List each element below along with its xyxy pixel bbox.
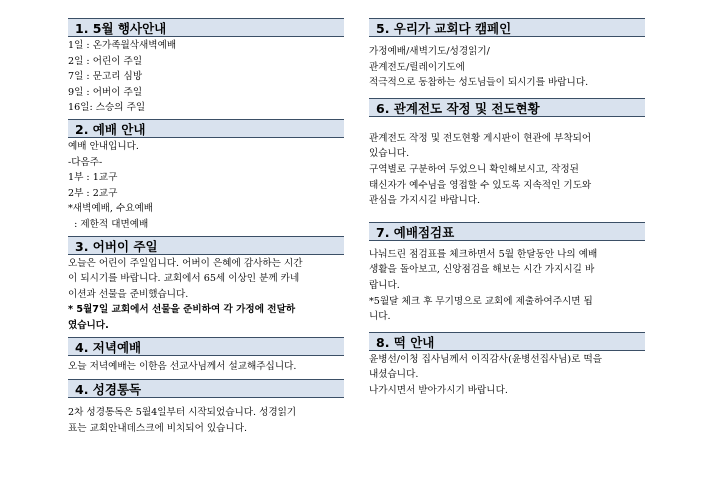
right-column <box>369 18 645 409</box>
text-line: 관계전도 작정 및 전도현황 게시판이 현관에 부착되어 <box>369 132 592 144</box>
text-line: 구역별로 구분하여 두었으니 확인해보시고, 작정된 <box>369 163 579 175</box>
text-line: 2일 : 어린이 주일 <box>68 55 143 67</box>
bold-notice-line: 였습니다. <box>68 319 109 331</box>
text-line: 이 되시기를 바랍니다. 교회에서 65세 이상인 분께 카네 <box>68 273 300 285</box>
text-line: 생활을 돌아보고, 신앙점검을 해보는 시간 가지시길 바 <box>369 264 595 276</box>
text-line: 7일 : 문고리 심방 <box>68 71 143 83</box>
text-line: 오늘은 어린이 주일입니다. 어버이 은혜에 감사하는 시간 <box>68 257 303 269</box>
text-line: 태신자가 예수님을 영접할 수 있도록 지속적인 기도와 <box>369 179 592 191</box>
section-evening-worship <box>68 337 344 378</box>
section-body <box>68 356 344 378</box>
section-title: 3. 어버이 주일 <box>68 236 344 255</box>
section-parents-day <box>68 236 344 335</box>
text-line: 관심을 가지시길 바랍니다. <box>369 195 481 207</box>
text-line: 이션과 선물을 준비했습니다. <box>68 288 189 300</box>
text-line: 2차 성경통독은 5월4일부터 시작되었습니다. 성경읽기 <box>68 407 297 419</box>
text-line: -다음주- <box>68 156 103 168</box>
text-line: 나가시면서 받아가시기 바랍니다. <box>369 384 508 396</box>
text-line: 1일 : 온가족월삭새벽예배 <box>68 40 177 51</box>
section-title: 4. 성경통독 <box>68 379 344 398</box>
text-line: : 제한적 대면예배 <box>68 218 149 230</box>
text-line: 나눠드린 점검표를 체크하면서 5월 한달동안 나의 예배 <box>369 248 598 260</box>
section-body <box>68 138 344 234</box>
text-line: 관계전도/릴레이기도에 <box>369 61 465 73</box>
text-line: *새벽예배, 수요예배 <box>68 203 154 215</box>
section-title: 5. 우리가 교회다 캠페인 <box>369 18 645 37</box>
text-line: 오늘 저녁예배는 이한음 선교사님께서 설교해주십니다. <box>68 360 297 372</box>
section-campaign <box>369 18 645 96</box>
section-title: 1. 5월 행사안내 <box>68 18 344 37</box>
bold-notice-line: * 5월7일 교회에서 선물을 준비하여 각 가정에 전달하 <box>68 304 296 316</box>
text-line: 9일 : 어버이 주일 <box>68 86 143 98</box>
section-title: 2. 예배 안내 <box>68 119 344 138</box>
section-body <box>68 398 344 437</box>
section-events <box>68 18 344 117</box>
text-line: 표는 교회안내데스크에 비치되어 있습니다. <box>68 422 248 434</box>
section-body <box>369 37 645 96</box>
section-body <box>369 117 645 220</box>
section-body <box>369 351 645 407</box>
section-body <box>68 37 344 117</box>
section-title: 4. 저녁예배 <box>68 337 344 356</box>
text-line: 윤병선/이청 집사님께서 이직감사(윤병선집사님)로 떡을 <box>369 353 603 365</box>
text-line: *5월달 체크 후 무기명으로 교회에 제출하여주시면 됩 <box>369 295 593 307</box>
text-line: 내셨습니다. <box>369 369 419 381</box>
text-line: 16일: 스승의 주일 <box>68 102 146 114</box>
section-rice-cake <box>369 332 645 407</box>
text-line: 가정예배/새벽기도/성경읽기/ <box>369 46 490 57</box>
section-evangelism <box>369 98 645 220</box>
text-line: 니다. <box>369 311 391 323</box>
section-bible-reading <box>68 379 344 437</box>
section-title: 6. 관계전도 작정 및 전도현황 <box>369 98 645 117</box>
section-body <box>68 255 344 335</box>
text-line: 2부 : 2교구 <box>68 187 118 199</box>
text-line: 랍니다. <box>369 279 400 291</box>
section-title: 8. 떡 안내 <box>369 332 645 351</box>
section-body <box>369 241 645 330</box>
section-title: 7. 예배점검표 <box>369 222 645 241</box>
text-line: 1부 : 1교구 <box>68 172 118 184</box>
left-column <box>68 18 344 439</box>
section-worship <box>68 119 344 234</box>
section-worship-checklist <box>369 222 645 330</box>
text-line: 있습니다. <box>369 148 410 160</box>
text-line: 적극적으로 동참하는 성도님들이 되시기를 바랍니다. <box>369 77 589 89</box>
text-line: 예배 안내입니다. <box>68 140 139 152</box>
